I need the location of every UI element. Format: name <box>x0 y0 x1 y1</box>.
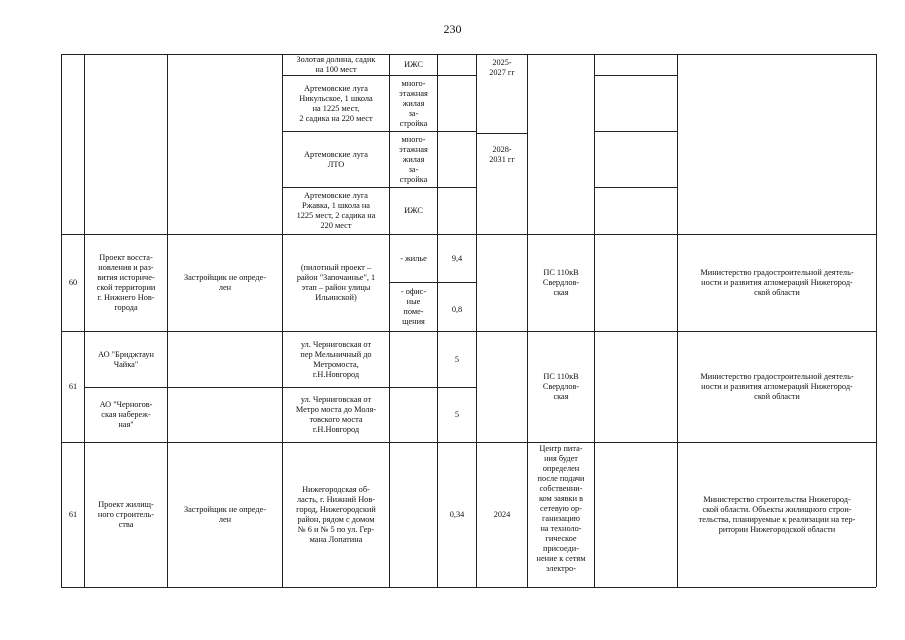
cell-value: 0,8 <box>451 305 463 314</box>
cell-period: 2028- 2031 гг <box>489 145 515 164</box>
cell-location: Артемовские луга ЛТО <box>304 149 368 169</box>
cell-developer: АО "Черногов- ская набереж- ная" <box>99 400 153 429</box>
cell-developer: АО "Бриджтаун Чайка" <box>98 349 154 369</box>
cell-location: Артемовские луга Ржавка, 1 школа на 1225 мест, 2 садика на 220 мест <box>296 191 376 230</box>
cell-location: ул. Черниговская от пер Мельничный до Метромоста, г.Н.Новгород <box>300 339 372 379</box>
cell-year: 2024 <box>493 510 511 519</box>
cell-project: Проект восста- новления и раз- вития историче- ской территории г. Нижнего Нов- города <box>96 253 156 312</box>
table-line <box>594 54 595 587</box>
cell-type: ИЖС <box>404 206 423 215</box>
table-line <box>876 54 877 587</box>
cell-type: - жилье <box>400 253 427 263</box>
cell-location: ул. Черниговская от Метро моста до Моля- товского моста г.Н.Новгород <box>295 395 377 434</box>
cell-value: 5 <box>454 410 460 419</box>
cell-value: 9,4 <box>451 253 463 263</box>
table-line <box>594 187 677 188</box>
cell-location: Артемовские луга Никульское, 1 школа на 1225 мест, 2 садика на 220 мест <box>299 83 373 123</box>
cell-period: 2025- 2027 гг <box>489 58 515 77</box>
cell-power-center: Центр пита- ния будет определен после подачи собственни- ком заявки в сетевую ор- ганизацию на техноло- гическое присоеди- нение к сетям электро- <box>536 444 586 573</box>
table-line <box>476 133 527 134</box>
cell-row-number: 61 <box>68 510 78 519</box>
page-number: 230 <box>443 22 462 36</box>
cell-location: Нижегородская об- ласть, г. Нижний Нов- город, Нижегородский район, рядом с домом № 6 и № 5 по ул. Гер- мана Лопатина <box>296 485 376 544</box>
cell-type: много- этажная жилая за- стройка <box>399 134 428 184</box>
cell-developer: Застройщик не опреде- лен <box>183 273 267 292</box>
table-line <box>61 54 876 55</box>
table-line <box>594 131 677 132</box>
cell-substation: ПС 110кВ Свердлов- ская <box>542 372 580 401</box>
cell-row-number: 61 <box>68 382 78 391</box>
cell-ministry: Министерство градостроительной деятель- ности и развития агломераций Нижегород- ской области <box>700 372 854 401</box>
cell-row-number: 60 <box>68 278 78 287</box>
cell-value: 5 <box>454 354 460 364</box>
cell-value: 0,34 <box>449 510 465 519</box>
table-line <box>594 75 677 76</box>
cell-location: (пилотный проект – район "Започаинье", 1 этап – район улицы Ильинской) <box>296 263 376 302</box>
cell-type: много- этажная жилая за- стройка <box>399 78 428 128</box>
cell-developer: Застройщик не опреде- лен <box>183 505 267 524</box>
cell-ministry: Министерство строительства Нижегород- ской области. Объекты жилищного строи- тельства, планируемые к реализации на тер- ритории Нижегородской области <box>698 495 856 534</box>
table-line <box>61 587 876 588</box>
cell-location: Золотая долина, садик на 100 мест <box>296 55 376 74</box>
cell-type: - офис- ные поме- щения <box>400 287 427 326</box>
cell-type: ИЖС <box>404 60 423 69</box>
cell-ministry: Министерство градостроительной деятель- ности и развития агломераций Нижегород- ской области <box>700 268 854 297</box>
cell-project: Проект жилищ- ного строитель- ства <box>97 500 155 529</box>
cell-substation: ПС 110кВ Свердлов- ская <box>542 268 580 297</box>
